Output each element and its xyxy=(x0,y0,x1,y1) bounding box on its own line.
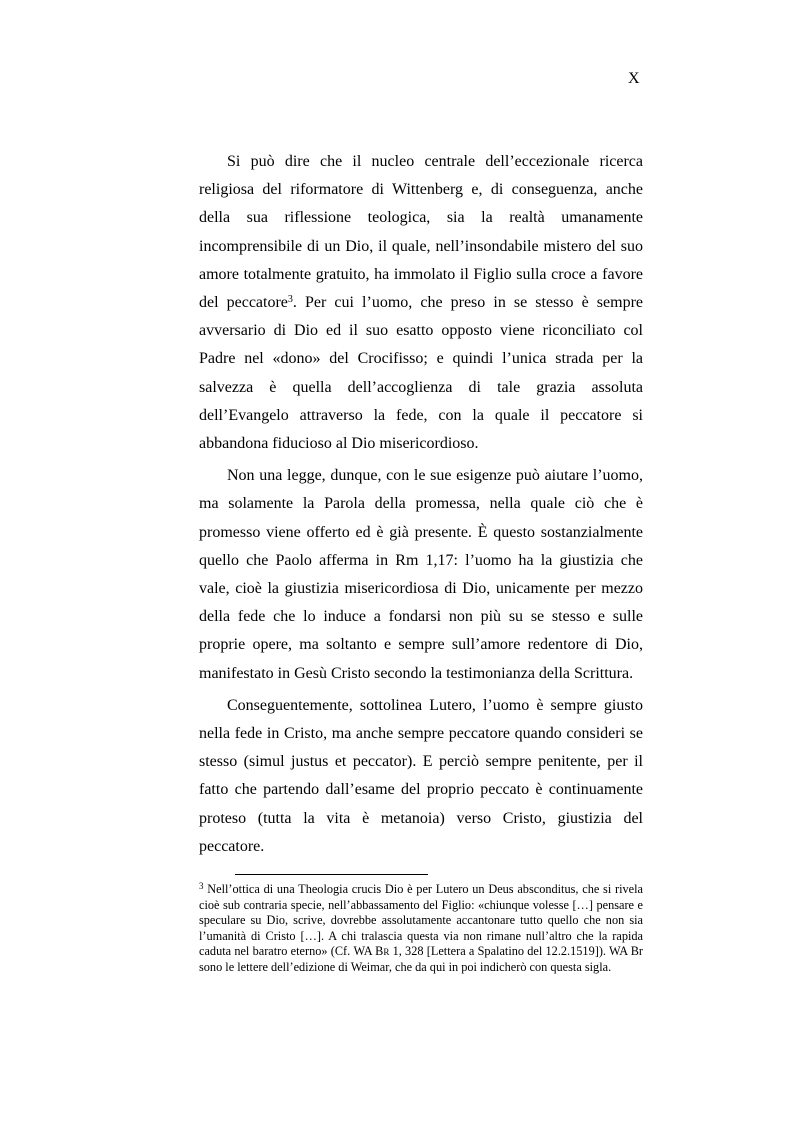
body-text xyxy=(199,148,643,865)
footnote xyxy=(199,882,643,976)
footnote-marker: 3 xyxy=(199,881,204,891)
paragraph-1-text: Si può dire che il nucleo centrale dell’eccezionale ricerca religiosa del riformatore di Wittenberg e, di conseguenza, anche della sua riflessione teologica, sia la realtà umanamente incomprensibile di un Dio, il quale, nell’insondabile mistero del suo amore totalmente gratuito, ha immolato il Figlio sulla croce a favore del peccatore xyxy=(199,153,643,312)
footnote-text-cont: 1, 328 [Lettera a Spalatino del 12.2.1519]). WA Br sono le lettere dell’edizione di Weimar, che da qui in poi indicherò con questa sigla. xyxy=(199,944,643,974)
footnote-text: Nell’ottica di una Theologia crucis Dio è per Lutero un Deus absconditus, che si rivela cioè sub contraria specie, nell’abbassamento del Figlio: «chiunque volesse […] pensare e speculare su Dio, scrive, dovrebbe assolutamente accantonare tutto quello che non sia l’umanità di Cristo […]. A chi tralascia questa via non rimane null’altro che la rapida caduta nel baratro eterno» (Cf. xyxy=(199,882,643,959)
paragraph-2: Non una legge, dunque, con le sue esigenze può aiutare l’uomo, ma solamente la Parola della promessa, nella quale ciò che è promesso viene offerto ed è già presente. È questo sostanzialmente quello che Paolo afferma in Rm 1,17: l’uomo ha la giustizia che vale, cioè la giustizia misericordiosa di Dio, unicamente per mezzo della fede che lo induce a fondarsi non più su se stesso e sulle proprie opere, ma soltanto e sempre sull’amore redentore di Dio, manifestato in Gesù Cristo secondo la testimonianza della Scrittura. xyxy=(199,467,643,682)
page-number: X xyxy=(628,70,640,87)
paragraph-1-text-cont: . Per cui l’uomo, che preso in se stesso è sempre avversario di Dio ed il suo esatto opposto viene riconciliato col Padre nel «dono» del Crocifisso; e quindi l’unica strada per la salvezza è quella dell’accoglienza di tale grazia assoluta dell’Evangelo attraverso la fede, con la quale il peccatore si abbandona fiducioso al Dio misericordioso. xyxy=(199,294,644,453)
footnote-reference[interactable]: 3 xyxy=(287,294,293,306)
paragraph-1 xyxy=(199,148,643,458)
footnote-separator xyxy=(235,874,428,875)
footnote-abbreviation: WA Br xyxy=(353,944,390,959)
paragraph-3: Conseguentemente, sottolinea Lutero, l’uomo è sempre giusto nella fede in Cristo, ma anche sempre peccatore quando consideri se stesso (simul justus et peccator). E perciò sempre penitente, per il fatto che partendo dall’esame del proprio peccato è continuamente proteso (tutta la vita è metanoia) verso Cristo, giustizia del peccatore. xyxy=(199,696,643,855)
